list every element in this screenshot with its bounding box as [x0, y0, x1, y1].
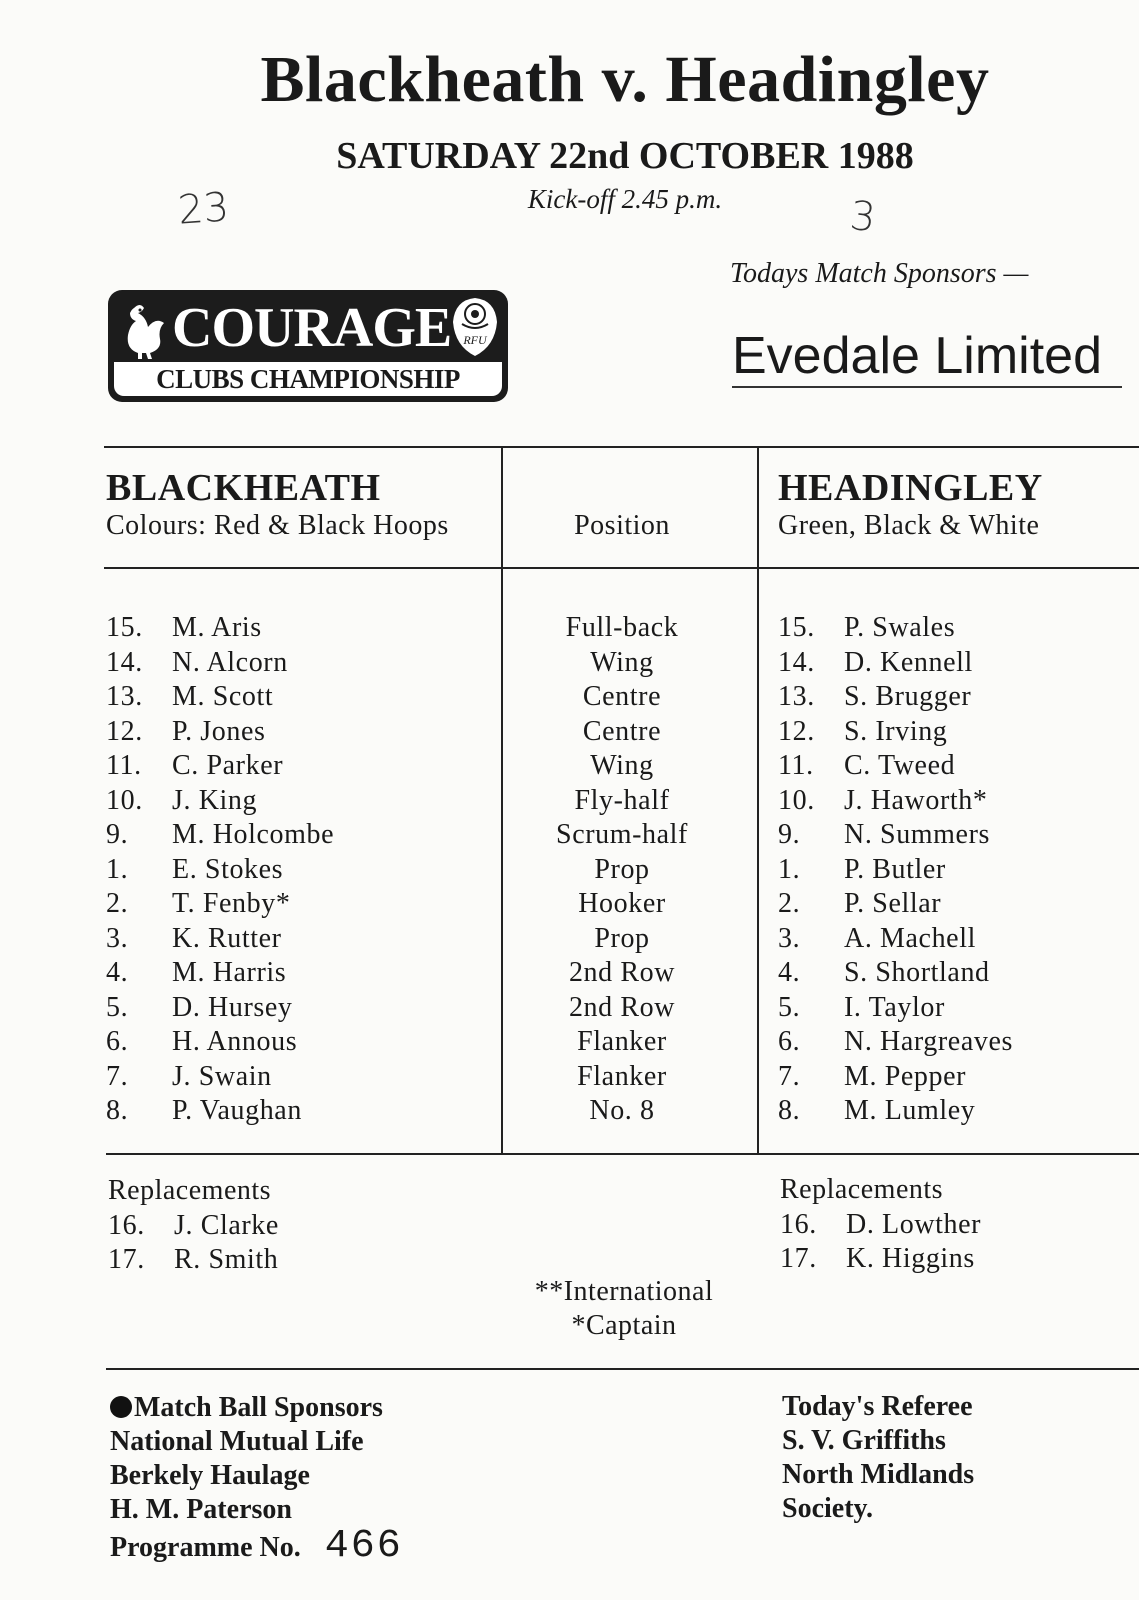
away-player-list	[778, 611, 1013, 1129]
position-list	[497, 611, 747, 1129]
list-item: S. V. Griffiths	[782, 1425, 946, 1456]
list-item: 16. J. Clarke	[108, 1209, 279, 1241]
home-replacements	[108, 1174, 279, 1278]
bullet-dot-icon	[110, 1396, 132, 1418]
list-item: 6. N. Hargreaves	[778, 1026, 1013, 1057]
list-item: 16. D. Lowther	[780, 1208, 982, 1240]
list-item: 11. C. Parker	[106, 750, 284, 781]
match-title: Blackheath v. Headingley	[260, 43, 990, 116]
list-item: Centre	[582, 681, 662, 712]
referee-title: Today's Referee	[782, 1391, 973, 1422]
list-item: 12. S. Irving	[778, 715, 948, 747]
table-bottom-rule	[106, 1153, 1139, 1155]
list-item: Prop	[594, 853, 650, 885]
list-item: 14. D. Kennell	[778, 646, 973, 678]
list-item: Centre	[582, 715, 662, 747]
list-item: Berkely Haulage	[110, 1460, 310, 1491]
international-note: **International	[534, 1276, 714, 1307]
list-item: 17. R. Smith	[108, 1244, 279, 1275]
list-item: Flanker	[577, 1060, 667, 1092]
list-item: 11. C. Tweed	[778, 750, 956, 781]
handwritten-away-score: 3	[847, 192, 878, 242]
list-item: 5. I. Taylor	[778, 991, 945, 1023]
ball-sponsors-title: Match Ball Sponsors	[134, 1392, 383, 1423]
away-replacements	[780, 1173, 981, 1277]
kickoff-time: Kick-off 2.45 p.m.	[527, 184, 723, 214]
list-item: Prop	[594, 922, 650, 954]
list-item: 4. M. Harris	[106, 957, 287, 988]
list-item: Society.	[782, 1493, 873, 1524]
courage-wordmark: COURAGE	[172, 297, 452, 359]
list-item: 15. M. Aris	[106, 612, 262, 643]
list-item: Full-back	[565, 612, 679, 643]
position-header: Position	[574, 510, 670, 541]
list-item: 12. P. Jones	[106, 715, 266, 747]
list-item: 9. M. Holcombe	[106, 819, 335, 850]
list-item: 2nd Row	[568, 991, 676, 1023]
programme-label: Programme No.	[110, 1532, 301, 1563]
list-item: 8. P. Vaughan	[106, 1095, 302, 1126]
list-item: 15. P. Swales	[778, 612, 956, 643]
ball-sponsors	[110, 1391, 383, 1527]
list-item: 10. J. King	[106, 784, 258, 816]
list-item: 7. M. Pepper	[778, 1060, 967, 1092]
home-team-colours: Colours: Red & Black Hoops	[106, 510, 449, 541]
list-item: North Midlands	[782, 1459, 975, 1490]
list-item: 4. S. Shortland	[778, 957, 990, 988]
list-item: 10. J. Haworth*	[778, 784, 988, 816]
list-item: 3. A. Machell	[778, 922, 976, 954]
column-divider-right	[757, 446, 759, 1154]
footer-rule	[106, 1368, 1139, 1370]
referee-info	[782, 1390, 974, 1526]
list-item: Wing	[590, 646, 654, 678]
away-team-name: HEADINGLEY	[778, 467, 1043, 509]
captain-note: *Captain	[571, 1310, 677, 1341]
list-item: Scrum-half	[556, 819, 688, 850]
notes-key	[474, 1275, 774, 1343]
list-item: 2. P. Sellar	[778, 888, 942, 919]
home-team-name: BLACKHEATH	[106, 467, 381, 509]
list-item: 7. J. Swain	[106, 1060, 272, 1092]
list-item: 17. K. Higgins	[780, 1243, 975, 1274]
sponsor-underline	[732, 386, 1122, 388]
list-item: 13. S. Brugger	[778, 681, 972, 712]
away-team-colours: Green, Black & White	[778, 510, 1040, 541]
list-item: 1. P. Butler	[778, 853, 946, 885]
rose-emblem-text: RFU	[463, 333, 487, 347]
home-replacements-title: Replacements	[108, 1175, 272, 1206]
list-item: 8. M. Lumley	[778, 1095, 976, 1126]
match-date: SATURDAY 22nd OCTOBER 1988	[336, 135, 914, 177]
list-item: Fly-half	[574, 784, 670, 816]
table-top-rule	[104, 446, 1139, 448]
list-item: 13. M. Scott	[106, 681, 274, 712]
list-item: 14. N. Alcorn	[106, 646, 288, 678]
programme-number: 466	[324, 1524, 403, 1569]
list-item: No. 8	[589, 1095, 655, 1126]
list-item: 6. H. Annous	[106, 1026, 298, 1057]
match-sponsor-label: Todays Match Sponsors —	[730, 258, 1029, 289]
list-item: Flanker	[577, 1026, 667, 1057]
list-item: H. M. Paterson	[110, 1494, 292, 1525]
list-item: 2nd Row	[568, 957, 676, 988]
list-item: National Mutual Life	[110, 1426, 364, 1457]
list-item: 2. T. Fenby*	[106, 888, 291, 919]
table-header-rule	[104, 567, 1139, 569]
home-player-list	[106, 611, 334, 1129]
match-sponsor-name: Evedale Limited	[732, 327, 1102, 385]
list-item: 9. N. Summers	[778, 819, 990, 850]
handwritten-home-score: 23	[176, 184, 231, 234]
list-item: Wing	[590, 750, 654, 781]
courage-logo	[108, 290, 508, 402]
away-replacements-title: Replacements	[780, 1174, 944, 1205]
list-item: 3. K. Rutter	[106, 922, 282, 954]
list-item: Hooker	[578, 888, 666, 919]
clubs-championship-banner: CLUBS CHAMPIONSHIP	[114, 362, 502, 396]
list-item: 5. D. Hursey	[106, 991, 293, 1023]
cockerel-icon	[116, 298, 170, 362]
programme-number-line	[110, 1524, 403, 1569]
list-item: 1. E. Stokes	[106, 853, 284, 885]
rose-emblem-icon	[448, 294, 502, 360]
